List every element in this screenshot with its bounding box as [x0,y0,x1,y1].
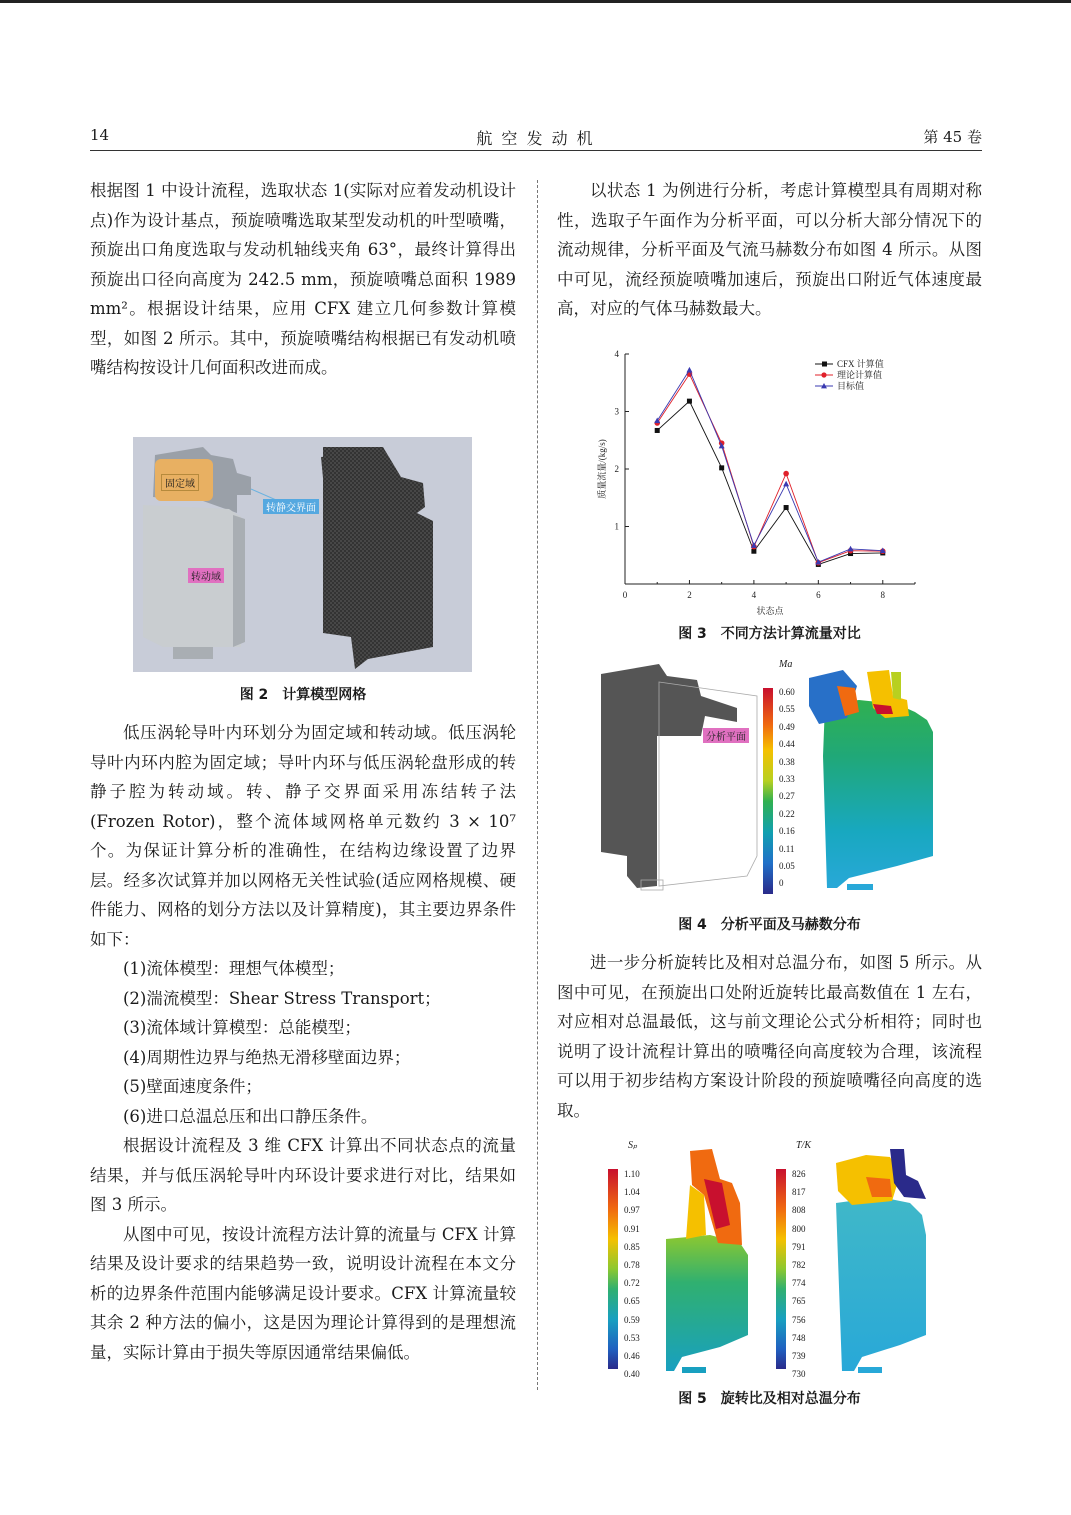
figure-4 [597,656,937,906]
t-legend-ticks [792,1165,832,1383]
page-number: 14 [90,126,110,144]
y-tick-label: 2 [614,464,619,474]
paragraph: 从图中可见，按设计流程方法计算的流量与 CFX 计算结果及设计要求的结果趋势一致，说明设计流程在本文分析的边界条件范围内能够满足设计要求。CFX 计算流量较其余 2 种方法的偏小，这是因为理论计算得到的是理想流量，实际计算由于损失等原因通常结果偏低。 [90,1224,516,1362]
legend-tick: 0.53 [624,1332,640,1343]
data-point [719,465,724,470]
y-axis-label: 质量流量/(kg/s) [597,439,607,499]
legend-label: 目标值 [837,381,865,391]
legend-marker [821,372,826,377]
x-tick-label: 4 [751,590,757,600]
paragraph: 以状态 1 为例进行分析，考虑计算模型具有周期对称性，选取子午面作为分析平面，可以分析大部分情况下的流动规律，分析平面及气流马赫数分布如图 4 所示。从图中可见，流经预旋喷嘴加速后，预旋出口附近气体速度最高，对应的气体马赫数最大。 [557,181,982,318]
figure-4-caption: 图 4 分析平面及马赫数分布 [678,917,861,933]
legend-tick: 0.55 [779,704,795,715]
legend-tick: 791 [792,1241,806,1252]
list-item: (2)湍流模型：Shear Stress Transport； [123,988,441,1008]
legend-tick: 0.27 [779,791,795,802]
data-point [687,399,692,404]
legend-tick: 0.91 [624,1223,640,1234]
y-tick-label: 3 [614,406,619,417]
legend-marker [822,362,827,367]
legend-tick: 739 [792,1351,806,1362]
label-fixed-domain: 固定域 [161,474,199,491]
figure-2-mesh [133,437,472,672]
legend-tick: 0.60 [779,687,795,697]
label-rotating-domain: 转动域 [188,568,224,583]
legend-tick: 0.16 [779,826,795,837]
x-axis-label: 状态点 [756,606,784,616]
figure-3-chart [595,340,955,620]
legend-tick: 756 [792,1314,806,1325]
legend-tick: 782 [792,1260,806,1271]
data-point [751,549,756,554]
legend-tick: 800 [792,1223,806,1234]
data-point [783,471,789,477]
legend-tick: 0.85 [624,1241,640,1252]
ma-legend-title: Ma [779,659,793,670]
legend-tick: 0.33 [779,774,795,785]
figure-5 [600,1135,940,1383]
right-column-middle [557,948,982,1125]
top-rule [0,0,1071,3]
list-item: (5)壁面速度条件； [123,1077,262,1096]
right-column-top [557,176,982,324]
series-line [657,401,883,564]
figure-2-caption: 图 2 计算模型网格 [239,687,367,703]
legend-tick: 0.65 [624,1296,640,1307]
journal-title: 航 空 发 动 机 [476,129,595,148]
legend-tick: 0.11 [779,843,795,854]
legend-tick: 0.44 [779,739,795,750]
left-column-top [90,176,516,383]
data-point [784,505,789,510]
list-item: (4)周期性边界与绝热无滑移壁面边界； [123,1047,411,1067]
legend-tick: 0.49 [779,721,795,732]
legend-tick: 808 [792,1205,806,1216]
legend-tick: 0.22 [779,808,795,819]
legend-tick: 817 [792,1187,806,1198]
sp-legend-ticks [624,1165,664,1383]
x-tick-label: 2 [687,590,692,600]
sp-legend-title: Sₚ [628,1140,638,1151]
legend-tick: 1.04 [624,1187,640,1198]
data-point [686,367,692,373]
header-rule [90,150,982,151]
x-tick-label: 8 [880,590,886,600]
legend-tick: 0.38 [779,756,795,767]
legend-tick: 774 [792,1278,806,1289]
legend-tick: 0.40 [624,1369,640,1380]
chart-axes [625,354,915,584]
figure-3-caption: 图 3 不同方法计算流量对比 [678,626,861,642]
legend-tick: 748 [792,1332,806,1343]
legend-tick: 0.72 [624,1278,640,1289]
label-analysis-plane: 分析平面 [703,728,749,743]
list-item: (6)进口总温总压和出口静压条件。 [123,1106,378,1126]
legend-tick: 730 [792,1369,806,1380]
label-interface: 转静交界面 [263,499,319,514]
y-tick-label: 4 [614,349,619,359]
legend-tick: 765 [792,1296,806,1307]
legend-tick: 826 [792,1169,806,1179]
legend-label: CFX 计算值 [837,359,884,369]
figure-5-caption: 图 5 旋转比及相对总温分布 [678,1391,861,1407]
y-tick-label: 1 [614,521,619,532]
data-point [848,546,854,552]
left-column-bottom [90,718,516,1367]
ma-legend-ticks [779,684,819,893]
column-divider [537,180,538,1390]
paragraph: 根据图 1 中设计流程，选取状态 1(实际对应着发动机设计点)作为设计基点，预旋喷嘴选取某型发动机的叶型喷嘴，预旋出口角度选取与发动机轴线夹角 63°，最终计算得出预旋出口径向高度为 242.5 mm，预旋喷嘴总面积 1989 mm²。根据设计结果，应用 CFX 建立几何参数计算模型，如图 2 所示。其中，预旋喷嘴结构根据已有发动机喷嘴结构按设计几何面积改进而成。 [90,181,516,377]
data-point [655,428,660,433]
legend-tick: 0 [779,878,784,889]
legend-tick: 0.97 [624,1205,640,1216]
list-item: (1)流体模型：理想气体模型； [123,959,345,978]
legend-label: 理论计算值 [837,370,883,380]
paragraph: 根据设计流程及 3 维 CFX 计算出不同状态点的流量结果，并与低压涡轮导叶内环设计要求进行对比，结果如图 3 所示。 [90,1136,516,1214]
list-item: (3)流体域计算模型：总能模型； [123,1018,361,1037]
data-point [783,481,789,487]
legend-tick: 1.10 [624,1169,640,1179]
paragraph: 低压涡轮导叶内环划分为固定域和转动域。低压涡轮导叶内环内腔为固定域；导叶内环与低压涡轮盘形成的转静子腔为转动域。转、静子交界面采用冻结转子法(Frozen Rotor)，整个流体域网格单元数约 3 × 10⁷ 个。为保证计算分析的准确性，在结构边缘设置了边界层。经多次试算并加以网格无关性试验(适应网格规模、硬件能力、网格的划分方法以及计算精度)，其主要边界条件如下： [90,723,516,949]
legend-tick: 0.78 [624,1260,640,1271]
paragraph: 进一步分析旋转比及相对总温分布，如图 5 所示。从图中可见，在预旋出口处附近旋转比最高数值在 1 左右，对应相对总温最低，这与前文理论公式分析相符；同时也说明了设计流程计算出的喷嘴径向高度较为合理，该流程可以用于初步结构方案设计阶段的预旋喷嘴径向高度的选取。 [557,953,982,1120]
legend-tick: 0.46 [624,1351,640,1362]
x-tick-label: 6 [816,590,821,600]
x-tick-label: 0 [622,590,628,600]
volume-label: 第 45 卷 [923,128,982,146]
legend-tick: 0.05 [779,861,795,872]
legend-tick: 0.59 [624,1314,640,1325]
t-legend-title: T/K [796,1140,812,1151]
